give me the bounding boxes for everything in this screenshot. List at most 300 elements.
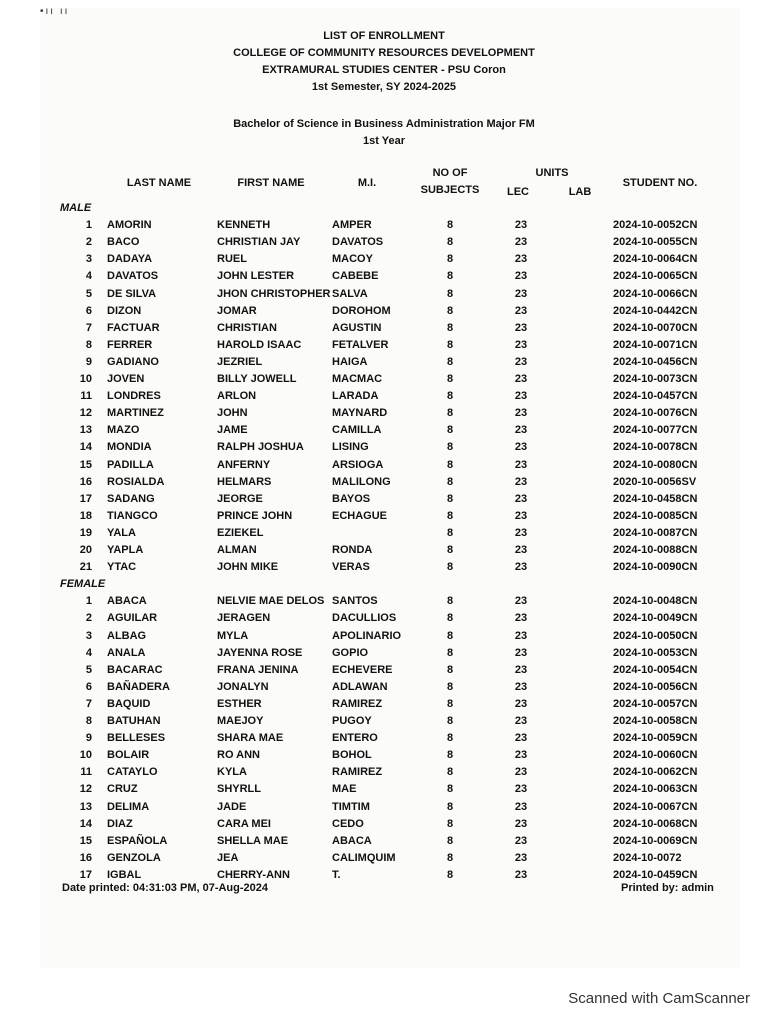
row-number: 1: [85, 595, 92, 608]
table-row: [0, 356, 768, 373]
table-row: [0, 664, 768, 681]
no-of-subjects: 8: [446, 680, 454, 693]
first-name: CARA MEI: [217, 817, 271, 830]
last-name: DADAYA: [107, 253, 153, 266]
student-number: 2024-10-0062CN: [613, 766, 698, 779]
last-name: ABACA: [107, 595, 147, 608]
lec-units: 23: [514, 697, 528, 710]
no-of-subjects: 8: [446, 253, 454, 266]
student-number: 2024-10-0052CN: [613, 219, 698, 232]
middle-initial: MACMAC: [332, 373, 383, 385]
row-number: 16: [79, 851, 92, 864]
row-number: 6: [85, 304, 92, 317]
first-name: KYLA: [217, 766, 247, 779]
last-name: ALBAG: [107, 629, 147, 642]
first-name: HELMARS: [217, 475, 272, 488]
last-name: YTAC: [107, 561, 137, 574]
middle-initial: ADLAWAN: [332, 680, 388, 693]
student-number: 2024-10-0049CN: [613, 612, 698, 625]
no-of-subjects: 8: [446, 612, 454, 625]
no-of-subjects: 8: [446, 834, 454, 847]
first-name: PRINCE JOHN: [217, 509, 293, 522]
col-first-name: FIRST NAME: [237, 177, 305, 189]
table-row: [0, 749, 768, 766]
last-name: DELIMA: [107, 800, 150, 813]
no-of-subjects: 8: [446, 236, 454, 249]
no-of-subjects: 8: [446, 697, 454, 710]
row-number: 5: [85, 287, 92, 300]
table-row: [0, 732, 768, 749]
last-name: DIZON: [107, 304, 142, 317]
student-number: 2024-10-0059CN: [613, 732, 698, 745]
first-name: EZIEKEL: [217, 526, 264, 539]
first-name: FRANA JENINA: [217, 663, 299, 676]
no-of-subjects: 8: [446, 338, 454, 351]
last-name: TIANGCO: [107, 509, 158, 522]
table-row: [0, 270, 768, 287]
date-printed: Date printed: 04:31:03 PM, 07-Aug-2024: [62, 882, 269, 894]
table-row: [0, 835, 768, 852]
no-of-subjects: 8: [446, 800, 454, 813]
table-row: [0, 783, 768, 800]
student-number: 2024-10-0065CN: [613, 270, 698, 283]
lec-units: 23: [514, 783, 528, 796]
table-row: [0, 253, 768, 270]
lec-units: 23: [514, 492, 528, 505]
no-of-subjects: 8: [446, 458, 454, 471]
first-name: RO ANN: [217, 749, 260, 762]
first-name: CHERRY-ANN: [217, 868, 290, 881]
table-row: [0, 715, 768, 732]
row-number: 1: [85, 219, 92, 232]
student-number: 2024-10-0073CN: [613, 373, 698, 385]
first-name: JONALYN: [217, 680, 269, 693]
middle-initial: BOHOL: [332, 749, 372, 762]
lec-units: 23: [514, 595, 528, 608]
middle-initial: CABEBE: [332, 270, 379, 283]
student-number: 2024-10-0055CN: [613, 236, 698, 249]
table-row: [0, 390, 768, 407]
first-name: JEZRIEL: [217, 355, 263, 368]
no-of-subjects: 8: [446, 526, 454, 539]
student-number: 2024-10-0053CN: [613, 646, 698, 659]
row-number: 7: [85, 321, 92, 334]
row-number: 10: [79, 749, 92, 762]
table-row: [0, 288, 768, 305]
lec-units: 23: [514, 321, 528, 334]
scan-marks: •ıı ıı: [40, 6, 70, 17]
table-row: [0, 612, 768, 629]
table-row: [0, 544, 768, 561]
first-name: KENNETH: [217, 219, 271, 232]
last-name: PADILLA: [107, 458, 154, 471]
middle-initial: GOPIO: [332, 646, 369, 659]
row-number: 10: [79, 373, 92, 385]
lec-units: 23: [514, 253, 528, 266]
lec-units: 23: [514, 338, 528, 351]
row-number: 9: [85, 732, 92, 745]
first-name: JOHN LESTER: [217, 270, 295, 283]
last-name: MONDIA: [107, 441, 152, 454]
first-name: MYLA: [217, 629, 249, 642]
lec-units: 23: [514, 851, 528, 864]
header-title: LIST OF ENROLLMENT: [323, 30, 445, 42]
table-row: [0, 407, 768, 424]
no-of-subjects: 8: [446, 766, 454, 779]
last-name: AGUILAR: [107, 612, 158, 625]
table-row: [0, 595, 768, 612]
row-number: 3: [85, 629, 92, 642]
student-number: 2024-10-0054CN: [613, 663, 698, 676]
no-of-subjects: 8: [446, 817, 454, 830]
no-of-subjects: 8: [446, 390, 454, 403]
last-name: BATUHAN: [107, 715, 161, 727]
lec-units: 23: [514, 766, 528, 779]
no-of-subjects: 8: [446, 715, 454, 727]
col-mi: M.I.: [357, 177, 377, 189]
first-name: JAME: [217, 424, 248, 437]
table-row: [0, 698, 768, 715]
table-row: [0, 476, 768, 493]
first-name: JADE: [217, 800, 247, 813]
row-number: 2: [85, 236, 92, 249]
lec-units: 23: [514, 749, 528, 762]
last-name: DE SILVA: [107, 287, 157, 300]
lec-units: 23: [514, 817, 528, 830]
student-number: 2024-10-0457CN: [613, 390, 698, 403]
no-of-subjects: 8: [446, 424, 454, 437]
first-name: JAYENNA ROSE: [217, 646, 303, 659]
last-name: GENZOLA: [107, 851, 161, 864]
table-row: [0, 647, 768, 664]
student-number: 2024-10-0057CN: [613, 697, 698, 710]
middle-initial: T.: [332, 868, 341, 881]
student-number: 2024-10-0456CN: [613, 355, 698, 368]
student-number: 2024-10-0442CN: [613, 304, 698, 317]
table-row: [0, 305, 768, 322]
row-number: 3: [85, 253, 92, 266]
camscanner-watermark: Scanned with CamScanner: [568, 990, 750, 1007]
row-number: 14: [79, 441, 92, 454]
student-number: 2024-10-0060CN: [613, 749, 698, 762]
lec-units: 23: [514, 458, 528, 471]
no-of-subjects: 8: [446, 595, 454, 608]
last-name: BACO: [107, 236, 140, 249]
middle-initial: AGUSTIN: [332, 321, 382, 334]
row-number: 19: [79, 526, 92, 539]
table-row: [0, 510, 768, 527]
middle-initial: APOLINARIO: [332, 629, 402, 642]
no-of-subjects: 8: [446, 646, 454, 659]
row-number: 17: [79, 492, 92, 505]
last-name: DIAZ: [107, 817, 133, 830]
table-row: [0, 818, 768, 835]
first-name: NELVIE MAE DELOS: [217, 595, 325, 608]
last-name: SADANG: [107, 492, 155, 505]
lec-units: 23: [514, 509, 528, 522]
last-name: ROSIALDA: [107, 475, 165, 488]
no-of-subjects: 8: [446, 219, 454, 232]
middle-initial: SANTOS: [332, 595, 378, 608]
first-name: RALPH JOSHUA: [217, 441, 304, 454]
student-number: 2024-10-0069CN: [613, 834, 698, 847]
row-number: 15: [79, 458, 92, 471]
lec-units: 23: [514, 732, 528, 745]
student-number: 2024-10-0085CN: [613, 509, 698, 522]
last-name: BELLESES: [107, 732, 166, 745]
first-name: JEORGE: [217, 492, 263, 505]
student-number: 2024-10-0070CN: [613, 321, 698, 334]
middle-initial: TIMTIM: [332, 800, 370, 813]
student-number: 2024-10-0048CN: [613, 595, 698, 608]
middle-initial: CALIMQUIM: [332, 851, 396, 864]
last-name: MAZO: [107, 424, 140, 437]
col-no-of: NO OF: [432, 167, 468, 179]
middle-initial: MACOY: [332, 253, 373, 266]
no-of-subjects: 8: [446, 441, 454, 454]
table-row: [0, 681, 768, 698]
no-of-subjects: 8: [446, 304, 454, 317]
col-last-name: LAST NAME: [126, 177, 192, 189]
no-of-subjects: 8: [446, 561, 454, 574]
no-of-subjects: 8: [446, 732, 454, 745]
student-number: 2024-10-0458CN: [613, 492, 698, 505]
row-number: 4: [85, 646, 92, 659]
section-label: FEMALE: [60, 578, 106, 591]
first-name: BILLY JOWELL: [217, 373, 297, 385]
row-number: 5: [85, 663, 92, 676]
lec-units: 23: [514, 373, 528, 385]
table-row: [0, 459, 768, 476]
last-name: JOVEN: [107, 373, 145, 385]
middle-initial: VERAS: [332, 561, 370, 574]
lec-units: 23: [514, 680, 528, 693]
last-name: LONDRES: [107, 390, 161, 403]
first-name: JOHN: [217, 407, 248, 420]
lec-units: 23: [514, 800, 528, 813]
no-of-subjects: 8: [446, 663, 454, 676]
student-number: 2024-10-0088CN: [613, 544, 698, 556]
col-student-no: STUDENT NO.: [622, 177, 698, 189]
no-of-subjects: 8: [446, 509, 454, 522]
header-semester: 1st Semester, SY 2024-2025: [311, 81, 457, 93]
first-name: JOMAR: [217, 304, 257, 317]
no-of-subjects: 8: [446, 851, 454, 864]
lec-units: 23: [514, 355, 528, 368]
table-row: [0, 493, 768, 510]
row-number: 20: [79, 544, 92, 556]
lec-units: 23: [514, 868, 528, 881]
last-name: YAPLA: [107, 544, 144, 556]
last-name: BAÑADERA: [107, 680, 170, 693]
last-name: IGBAL: [107, 868, 142, 881]
table-row: [0, 424, 768, 441]
no-of-subjects: 8: [446, 407, 454, 420]
student-number: 2024-10-0068CN: [613, 817, 698, 830]
lec-units: 23: [514, 629, 528, 642]
no-of-subjects: 8: [446, 544, 454, 556]
student-number: 2024-10-0080CN: [613, 458, 698, 471]
table-row: [0, 441, 768, 458]
row-number: 8: [85, 338, 92, 351]
middle-initial: RAMIREZ: [332, 697, 383, 710]
row-number: 4: [85, 270, 92, 283]
no-of-subjects: 8: [446, 321, 454, 334]
no-of-subjects: 8: [446, 287, 454, 300]
student-number: 2024-10-0071CN: [613, 338, 698, 351]
student-number: 2024-10-0056CN: [613, 680, 698, 693]
middle-initial: ABACA: [332, 834, 372, 847]
student-number: 2024-10-0067CN: [613, 800, 698, 813]
last-name: CATAYLO: [107, 766, 158, 779]
lec-units: 23: [514, 475, 528, 488]
table-row: [0, 339, 768, 356]
no-of-subjects: 8: [446, 749, 454, 762]
middle-initial: ECHEVERE: [332, 663, 393, 676]
row-number: 12: [79, 783, 92, 796]
first-name: JEA: [217, 851, 239, 864]
table-row: [0, 561, 768, 578]
table-row: [0, 322, 768, 339]
lec-units: 23: [514, 407, 528, 420]
lec-units: 23: [514, 715, 528, 727]
row-number: 17: [79, 868, 92, 881]
col-lec: LEC: [507, 186, 529, 198]
first-name: RUEL: [217, 253, 247, 266]
last-name: BACARAC: [107, 663, 163, 676]
no-of-subjects: 8: [446, 783, 454, 796]
lec-units: 23: [514, 236, 528, 249]
lec-units: 23: [514, 526, 528, 539]
row-number: 8: [85, 715, 92, 727]
middle-initial: FETALVER: [332, 338, 389, 351]
row-number: 11: [80, 766, 92, 779]
table-row: [0, 527, 768, 544]
middle-initial: ECHAGUE: [332, 509, 388, 522]
last-name: GADIANO: [107, 355, 159, 368]
first-name: JOHN MIKE: [217, 561, 279, 574]
lec-units: 23: [514, 834, 528, 847]
last-name: YALA: [107, 526, 136, 539]
first-name: ARLON: [217, 390, 257, 403]
first-name: HAROLD ISAAC: [217, 338, 302, 351]
middle-initial: MALILONG: [332, 475, 391, 488]
middle-initial: SALVA: [332, 287, 368, 300]
middle-initial: LISING: [332, 441, 369, 454]
table-row: [0, 236, 768, 253]
col-lab: LAB: [568, 186, 592, 198]
row-number: 12: [79, 407, 92, 420]
first-name: ESTHER: [217, 697, 262, 710]
middle-initial: RAMIREZ: [332, 766, 383, 779]
student-number: 2024-10-0058CN: [613, 715, 698, 727]
middle-initial: AMPER: [332, 219, 372, 232]
lec-units: 23: [514, 544, 528, 556]
student-number: 2024-10-0078CN: [613, 441, 698, 454]
middle-initial: ARSIOGA: [332, 458, 384, 471]
middle-initial: BAYOS: [332, 492, 371, 505]
first-name: SHYRLL: [217, 783, 261, 796]
table-row: [0, 219, 768, 236]
no-of-subjects: 8: [446, 270, 454, 283]
first-name: CHRISTIAN JAY: [217, 236, 301, 249]
student-number: 2024-10-0076CN: [613, 407, 698, 420]
row-number: 13: [79, 800, 92, 813]
program-year: 1st Year: [362, 135, 405, 147]
row-number: 9: [85, 355, 92, 368]
last-name: DAVATOS: [107, 270, 159, 283]
row-number: 18: [79, 509, 92, 522]
middle-initial: DACULLIOS: [332, 612, 397, 625]
middle-initial: DOROHOM: [332, 304, 391, 317]
last-name: ESPAÑOLA: [107, 834, 168, 847]
section-label: MALE: [60, 202, 92, 214]
no-of-subjects: 8: [446, 355, 454, 368]
first-name: ANFERNY: [217, 458, 271, 471]
lec-units: 23: [514, 612, 528, 625]
last-name: AMORIN: [107, 219, 152, 232]
row-number: 21: [79, 561, 92, 574]
table-row: [0, 630, 768, 647]
middle-initial: CEDO: [332, 817, 364, 830]
student-number: 2024-10-0066CN: [613, 287, 698, 300]
student-number: 2024-10-0459CN: [613, 868, 698, 881]
no-of-subjects: 8: [446, 629, 454, 642]
middle-initial: DAVATOS: [332, 236, 384, 249]
last-name: BAQUID: [107, 697, 151, 710]
first-name: MAEJOY: [217, 715, 264, 727]
student-number: 2024-10-0063CN: [613, 783, 698, 796]
row-number: 14: [79, 817, 92, 830]
middle-initial: MAYNARD: [332, 407, 388, 420]
no-of-subjects: 8: [446, 373, 454, 385]
middle-initial: MAE: [332, 783, 357, 796]
table-row: [0, 852, 768, 869]
last-name: MARTINEZ: [107, 407, 164, 420]
middle-initial: RONDA: [332, 544, 373, 556]
row-number: 13: [79, 424, 92, 437]
first-name: JHON CHRISTOPHER: [217, 287, 331, 300]
no-of-subjects: 8: [446, 868, 454, 881]
header-college: COLLEGE OF COMMUNITY RESOURCES DEVELOPMENT: [233, 47, 535, 59]
no-of-subjects: 8: [446, 475, 454, 488]
lec-units: 23: [514, 287, 528, 300]
last-name: CRUZ: [107, 783, 138, 796]
student-number: 2024-10-0087CN: [613, 526, 698, 539]
student-number: 2024-10-0090CN: [613, 561, 698, 574]
col-subjects: SUBJECTS: [420, 184, 480, 196]
lec-units: 23: [514, 390, 528, 403]
program-block: [0, 116, 768, 150]
lec-units: 23: [514, 424, 528, 437]
first-name: SHELLA MAE: [217, 834, 289, 847]
student-number: 2020-10-0056SV: [613, 475, 697, 488]
row-number: 7: [85, 697, 92, 710]
row-number: 6: [85, 680, 92, 693]
lec-units: 23: [514, 441, 528, 454]
row-number: 15: [79, 834, 92, 847]
first-name: ALMAN: [217, 544, 257, 556]
row-number: 11: [80, 390, 92, 403]
lec-units: 23: [514, 663, 528, 676]
lec-units: 23: [514, 219, 528, 232]
middle-initial: LARADA: [332, 390, 379, 403]
row-number: 16: [79, 475, 92, 488]
last-name: FACTUAR: [107, 321, 160, 334]
printed-by: Printed by: admin: [621, 882, 714, 894]
header-campus: EXTRAMURAL STUDIES CENTER - PSU Coron: [262, 64, 506, 76]
first-name: CHRISTIAN: [217, 321, 277, 334]
